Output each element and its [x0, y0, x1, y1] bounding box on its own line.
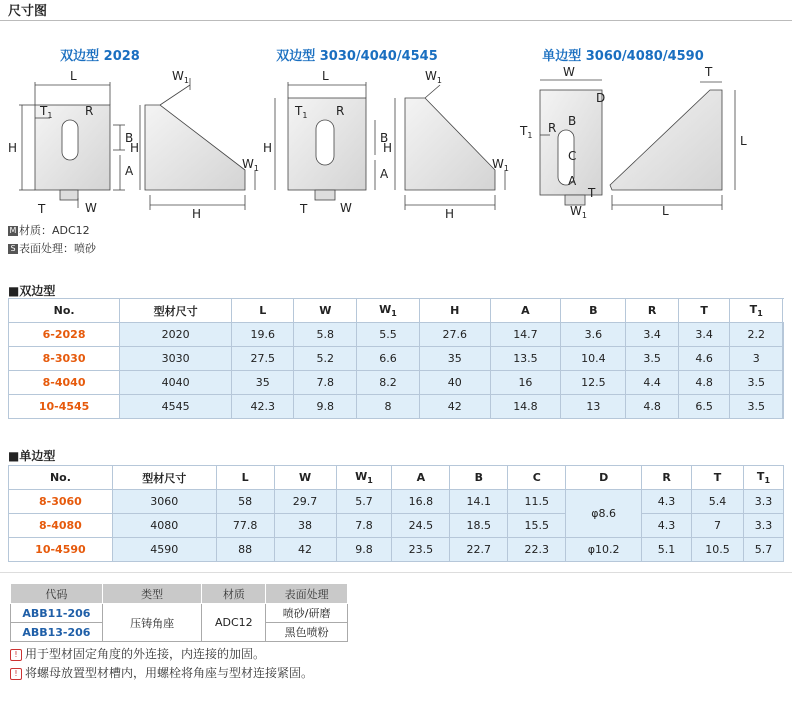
col-T1: $T_1$: [730, 299, 783, 323]
table-row: 10-4545 4545 42.3 9.8 8 42 14.8 13 4.8 6.5 3.5: [9, 395, 784, 419]
col-A: A: [490, 299, 561, 323]
dim-R-3: R: [548, 121, 557, 135]
surface-text: 表面处理：喷砂: [19, 242, 96, 255]
dim-T-3b: T: [588, 186, 596, 200]
col-R: R: [626, 299, 679, 323]
bracket-3060-side: [610, 90, 722, 190]
col-profile: 型材尺寸: [120, 299, 232, 323]
dim-W1-2: $W_1$: [425, 69, 442, 85]
prod-col-finish: 表面处理: [266, 584, 348, 604]
diagram-title-3030: 双边型 3030/4040/4545: [276, 49, 438, 64]
dim-W-3: W: [563, 65, 575, 79]
table-row: 8-3060 3060 58 29.7 5.7 16.8 14.1 11.5 φ8.6 4.3 5.4 3.3: [9, 490, 784, 514]
table-row: 6-2028 2020 19.6 5.8 5.5 27.6 14.7 3.6 3.4 3.4 2.2: [9, 323, 784, 347]
col-H: H: [419, 299, 490, 323]
col-W1: $W_1$: [357, 299, 420, 323]
diagram-title-3060: 单边型 3060/4080/4590: [542, 49, 704, 64]
double-spec-table: [8, 298, 784, 419]
dim-W1-3: $W_1$: [570, 204, 587, 220]
dim-H-2c: H: [445, 207, 455, 220]
prod-col-code: 代码: [11, 584, 103, 604]
dim-W-1: W: [85, 201, 97, 215]
dim-T1-1: $T_1$: [40, 104, 53, 120]
dim-W1-2b: $W_1$: [492, 157, 509, 173]
dim-R-1: R: [85, 104, 94, 118]
dim-A-1: A: [125, 164, 134, 178]
dim-W1-1: $W_1$: [172, 69, 189, 85]
dim-A-3: A: [568, 174, 577, 188]
table-row: 8-3030 3030 27.5 5.2 6.6 35 13.5 10.4 3.5 4.6 3: [9, 347, 784, 371]
info-icon: !: [10, 649, 22, 661]
col-W: W: [294, 299, 357, 323]
dim-H-2b: H: [383, 141, 393, 155]
table-row: 8-4040 4040 35 7.8 8.2 40 16 12.5 4.4 4.8 3.5: [9, 371, 784, 395]
diagram-title-2028: 双边型 2028: [60, 49, 140, 64]
section-divider: [0, 572, 792, 573]
dim-L-3b: L: [662, 204, 669, 218]
dim-C-3: C: [568, 149, 577, 163]
table-row: 10-4590 4590 88 42 9.8 23.5 22.7 22.3 φ10.2 5.1 10.5 5.7: [9, 538, 784, 562]
dimension-drawings: [0, 60, 792, 220]
usage-note-2: ! 将螺母放置型材槽内，用螺栓将角座与型材连接紧固。: [10, 664, 313, 681]
prod-col-material: 材质: [202, 584, 266, 604]
table-row: ABB13-206 黑色喷粉: [11, 623, 348, 642]
surface-note: [8, 240, 96, 256]
dim-L-2: L: [322, 69, 329, 83]
table-row: ABB11-206 压铸角座 ADC12 喷砂/研磨: [11, 604, 348, 623]
col-T: T: [678, 299, 730, 323]
bracket-3030-side: [405, 98, 495, 190]
dim-L-1: L: [70, 69, 77, 83]
dim-A-2: A: [380, 167, 389, 181]
dim-H-1c: H: [192, 207, 202, 220]
dim-T-3: T: [705, 65, 713, 79]
surface-badge: S: [8, 244, 18, 254]
double-section-title: ■双边型: [8, 284, 56, 298]
dim-B-2: B: [380, 131, 389, 145]
dim-T-2: T: [300, 202, 308, 216]
dim-B-1: B: [125, 131, 134, 145]
dim-W1-1b: $W_1$: [242, 157, 259, 173]
dim-D-3: D: [596, 91, 606, 105]
single-section-title: ■单边型: [8, 449, 56, 463]
product-table: [10, 583, 348, 642]
single-spec-table: [8, 465, 784, 562]
dim-R-2: R: [336, 104, 345, 118]
dim-T1-2: $T_1$: [295, 104, 308, 120]
header-divider: [0, 20, 792, 21]
dim-T-1: T: [38, 202, 46, 216]
prod-col-type: 类型: [102, 584, 202, 604]
info-icon: !: [10, 668, 22, 680]
double-header-row: [9, 299, 784, 323]
dim-H-2: H: [263, 141, 273, 155]
dim-H-1b: H: [130, 141, 140, 155]
page-title: 尺寸图: [8, 4, 48, 19]
dim-L-3: L: [740, 134, 747, 148]
dim-B-3: B: [568, 114, 577, 128]
dim-T1-3: $T_1$: [520, 124, 533, 140]
single-header-row: No. 型材尺寸 L W $W_1$ A B C D R T $T_1$: [9, 466, 784, 490]
col-B: B: [561, 299, 626, 323]
bracket-2028-side: [145, 105, 245, 190]
usage-note-1: ! 用于型材固定角度的外连接，内连接的加固。: [10, 645, 265, 662]
col-no: No.: [9, 299, 120, 323]
material-text: 材质：ADC12: [19, 224, 90, 237]
material-badge: M: [9, 226, 17, 235]
col-L: L: [232, 299, 294, 323]
table-row: 8-4080 4080 77.8 38 7.8 24.5 18.5 15.5 4.3 7 3.3: [9, 514, 784, 538]
dim-W-2: W: [340, 201, 352, 215]
material-note: [8, 222, 90, 238]
dim-H-1: H: [8, 141, 18, 155]
